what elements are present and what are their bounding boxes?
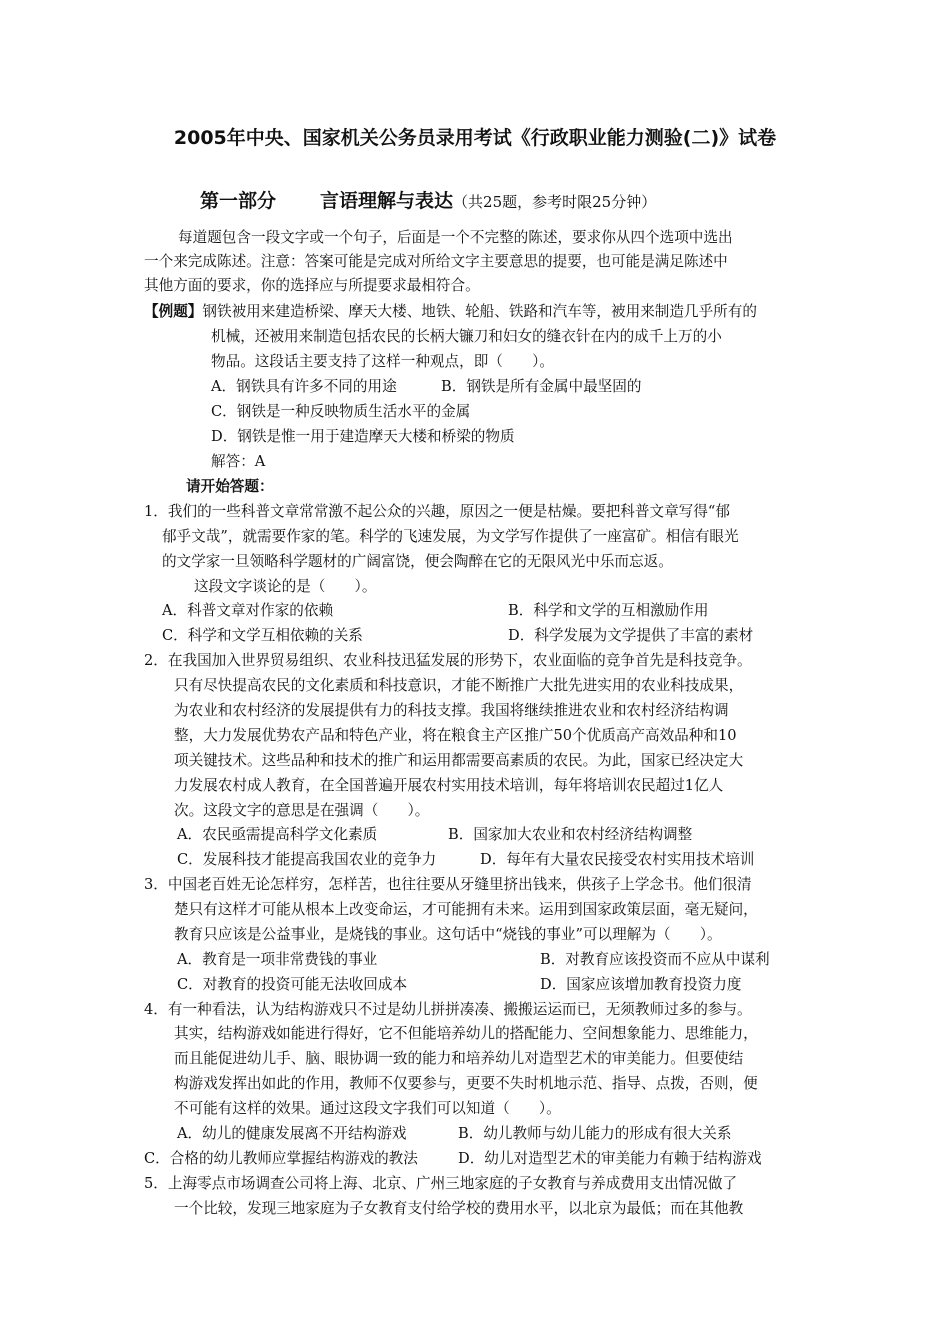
question-stem-line: 构游戏发挥出如此的作用，教师不仅要参与，更要不失时机地示范、指导、点拨，否则，便 — [174, 1075, 758, 1092]
question-stem-line: 只有尽快提高农民的文化素质和科技意识，才能不断推广大批先进实用的农业科技成果， — [174, 677, 744, 694]
option-b: B．科学和文学的互相激励作用 — [508, 602, 709, 619]
option-d: D．科学发展为文学提供了丰富的素材 — [508, 627, 754, 644]
question-3 — [144, 875, 752, 895]
instruction-line: 一个来完成陈述。注意：答案可能是完成对所给文字主要意思的提要，也可能是满足陈述中 — [144, 253, 728, 270]
question-5 — [144, 1174, 737, 1194]
question-number: 4． — [144, 1001, 168, 1018]
option-b: B．国家加大农业和农村经济结构调整 — [448, 826, 693, 843]
question-stem-line: 有一种看法，认为结构游戏只不过是幼儿拼拼凑凑、搬搬运运而已，无须教师过多的参与。 — [167, 1001, 752, 1018]
page-title: 2005年中央、国家机关公务员录用考试《行政职业能力测验(二)》试卷 — [173, 127, 777, 149]
option-a: A．幼儿的健康发展离不开结构游戏 — [177, 1125, 407, 1142]
question-stem-line: 项关键技术。这些品种和技术的推广和运用都需要高素质的农民。为此，国家已经决定大 — [174, 752, 744, 769]
example-stem-line: 物品。这段话主要支持了这样一种观点，即（ ）。 — [211, 353, 554, 370]
question-stem-line: 郁乎文哉”，就需要作家的笔。科学的飞速发展，为文学写作提供了一座富矿。相信有眼光 — [162, 528, 739, 545]
example-answer: 解答：A — [211, 453, 266, 470]
option-c: C．合格的幼儿教师应掌握结构游戏的教法 — [144, 1150, 418, 1167]
question-stem-line: 其实，结构游戏如能进行得好，它不但能培养幼儿的搭配能力、空间想象能力、思维能力， — [174, 1025, 758, 1042]
start-label: 请开始答题： — [186, 478, 274, 495]
option-d: D．幼儿对造型艺术的审美能力有赖于结构游戏 — [458, 1150, 762, 1167]
question-stem-line: 上海零点市场调查公司将上海、北京、广州三地家庭的子女教育与养成费用支出情况做了 — [167, 1175, 738, 1192]
part-heading — [200, 186, 656, 213]
part-note: （共25题，参考时限25分钟） — [453, 193, 657, 211]
option-c: C．科学和文学互相依赖的关系 — [162, 627, 363, 644]
option-b: B．对教育应该投资而不应从中谋利 — [540, 951, 770, 968]
option-a: A．教育是一项非常费钱的事业 — [177, 951, 378, 968]
question-stem-line: 楚只有这样才可能从根本上改变命运，才可能拥有未来。运用到国家政策层面，毫无疑问， — [174, 901, 758, 918]
example-stem-line: 机械，还被用来制造包括农民的长柄大镰刀和妇女的缝衣针在内的成千上万的小 — [211, 328, 722, 345]
option-d: D．每年有大量农民接受农村实用技术培训 — [480, 851, 755, 868]
question-stem-line: 的文学家一旦领略科学题材的广阔富饶，便会陶醉在它的无限风光中乐而忘返。 — [162, 553, 673, 570]
option-c: C．发展科技才能提高我国农业的竞争力 — [177, 851, 437, 868]
question-stem-line: 这段文字谈论的是（ ）。 — [194, 578, 377, 595]
instruction-line: 每道题包含一段文字或一个句子，后面是一个不完整的陈述，要求你从四个选项中选出 — [178, 229, 733, 246]
part-name: 言语理解与表达 — [320, 190, 454, 212]
question-2 — [144, 651, 752, 671]
part-label: 第一部分 — [200, 190, 277, 212]
question-stem-line: 一个比较，发现三地家庭为子女教育支付给学校的费用水平，以北京为最低；而在其他教 — [174, 1200, 744, 1217]
question-stem-line: 不可能有这样的效果。通过这段文字我们可以知道（ ）。 — [174, 1100, 561, 1117]
question-stem-line: 次。这段文字的意思是在强调（ ）。 — [174, 802, 430, 819]
question-number: 1． — [144, 503, 168, 520]
example-stem-line: 钢铁被用来建造桥梁、摩天大楼、地铁、轮船、铁路和汽车等，被用来制造几乎所有的 — [202, 303, 757, 320]
question-stem-line: 在我国加入世界贸易组织、农业科技迅猛发展的形势下，农业面临的竞争首先是科技竞争。 — [167, 652, 752, 669]
option-b: B．幼儿教师与幼儿能力的形成有很大关系 — [458, 1125, 732, 1142]
option-a: A．科普文章对作家的依赖 — [162, 602, 334, 619]
question-stem-line: 中国老百姓无论怎样穷，怎样苦，也往往要从牙缝里挤出钱来，供孩子上学念书。他们很清 — [167, 876, 752, 893]
option-a: A．农民亟需提高科学文化素质 — [177, 826, 378, 843]
example-option-d: D．钢铁是惟一用于建造摩天大楼和桥梁的物质 — [211, 428, 515, 445]
question-1 — [144, 502, 730, 522]
question-stem-line: 教育只应该是公益事业，是烧钱的事业。这句话中“烧钱的事业”可以理解为（ ）。 — [174, 926, 722, 943]
question-4 — [144, 1000, 752, 1020]
instruction-line: 其他方面的要求，你的选择应与所提要求最相符合。 — [144, 277, 480, 294]
option-c: C．对教育的投资可能无法收回成本 — [177, 976, 408, 993]
question-number: 5． — [144, 1175, 168, 1192]
example-option-a: A．钢铁具有许多不同的用途 — [211, 378, 397, 395]
question-stem-line: 为农业和农村经济的发展提供有力的科技支撑。我国将继续推进农业和农村经济结构调 — [174, 702, 729, 719]
example-block — [144, 302, 757, 322]
question-stem-line: 力发展农村成人教育，在全国普遍开展农村实用技术培训，每年将培训农民超过1亿人 — [174, 777, 724, 794]
question-number: 3． — [144, 876, 168, 893]
question-stem-line: 整，大力发展优势农产品和特色产业，将在粮食主产区推广50个优质高产高效品种和10 — [174, 727, 737, 744]
option-d: D．国家应该增加教育投资力度 — [540, 976, 742, 993]
question-stem-line: 而且能促进幼儿手、脑、眼协调一致的能力和培养幼儿对造型艺术的审美能力。但要使结 — [174, 1050, 744, 1067]
example-label: 【例题】 — [144, 303, 203, 320]
example-option-b: B．钢铁是所有金属中最坚固的 — [441, 378, 642, 395]
question-stem-line: 我们的一些科普文章常常激不起公众的兴趣，原因之一便是枯燥。要把科普文章写得“郁 — [167, 503, 730, 520]
question-number: 2． — [144, 652, 168, 669]
example-option-c: C．钢铁是一种反映物质生活水平的金属 — [211, 403, 471, 420]
